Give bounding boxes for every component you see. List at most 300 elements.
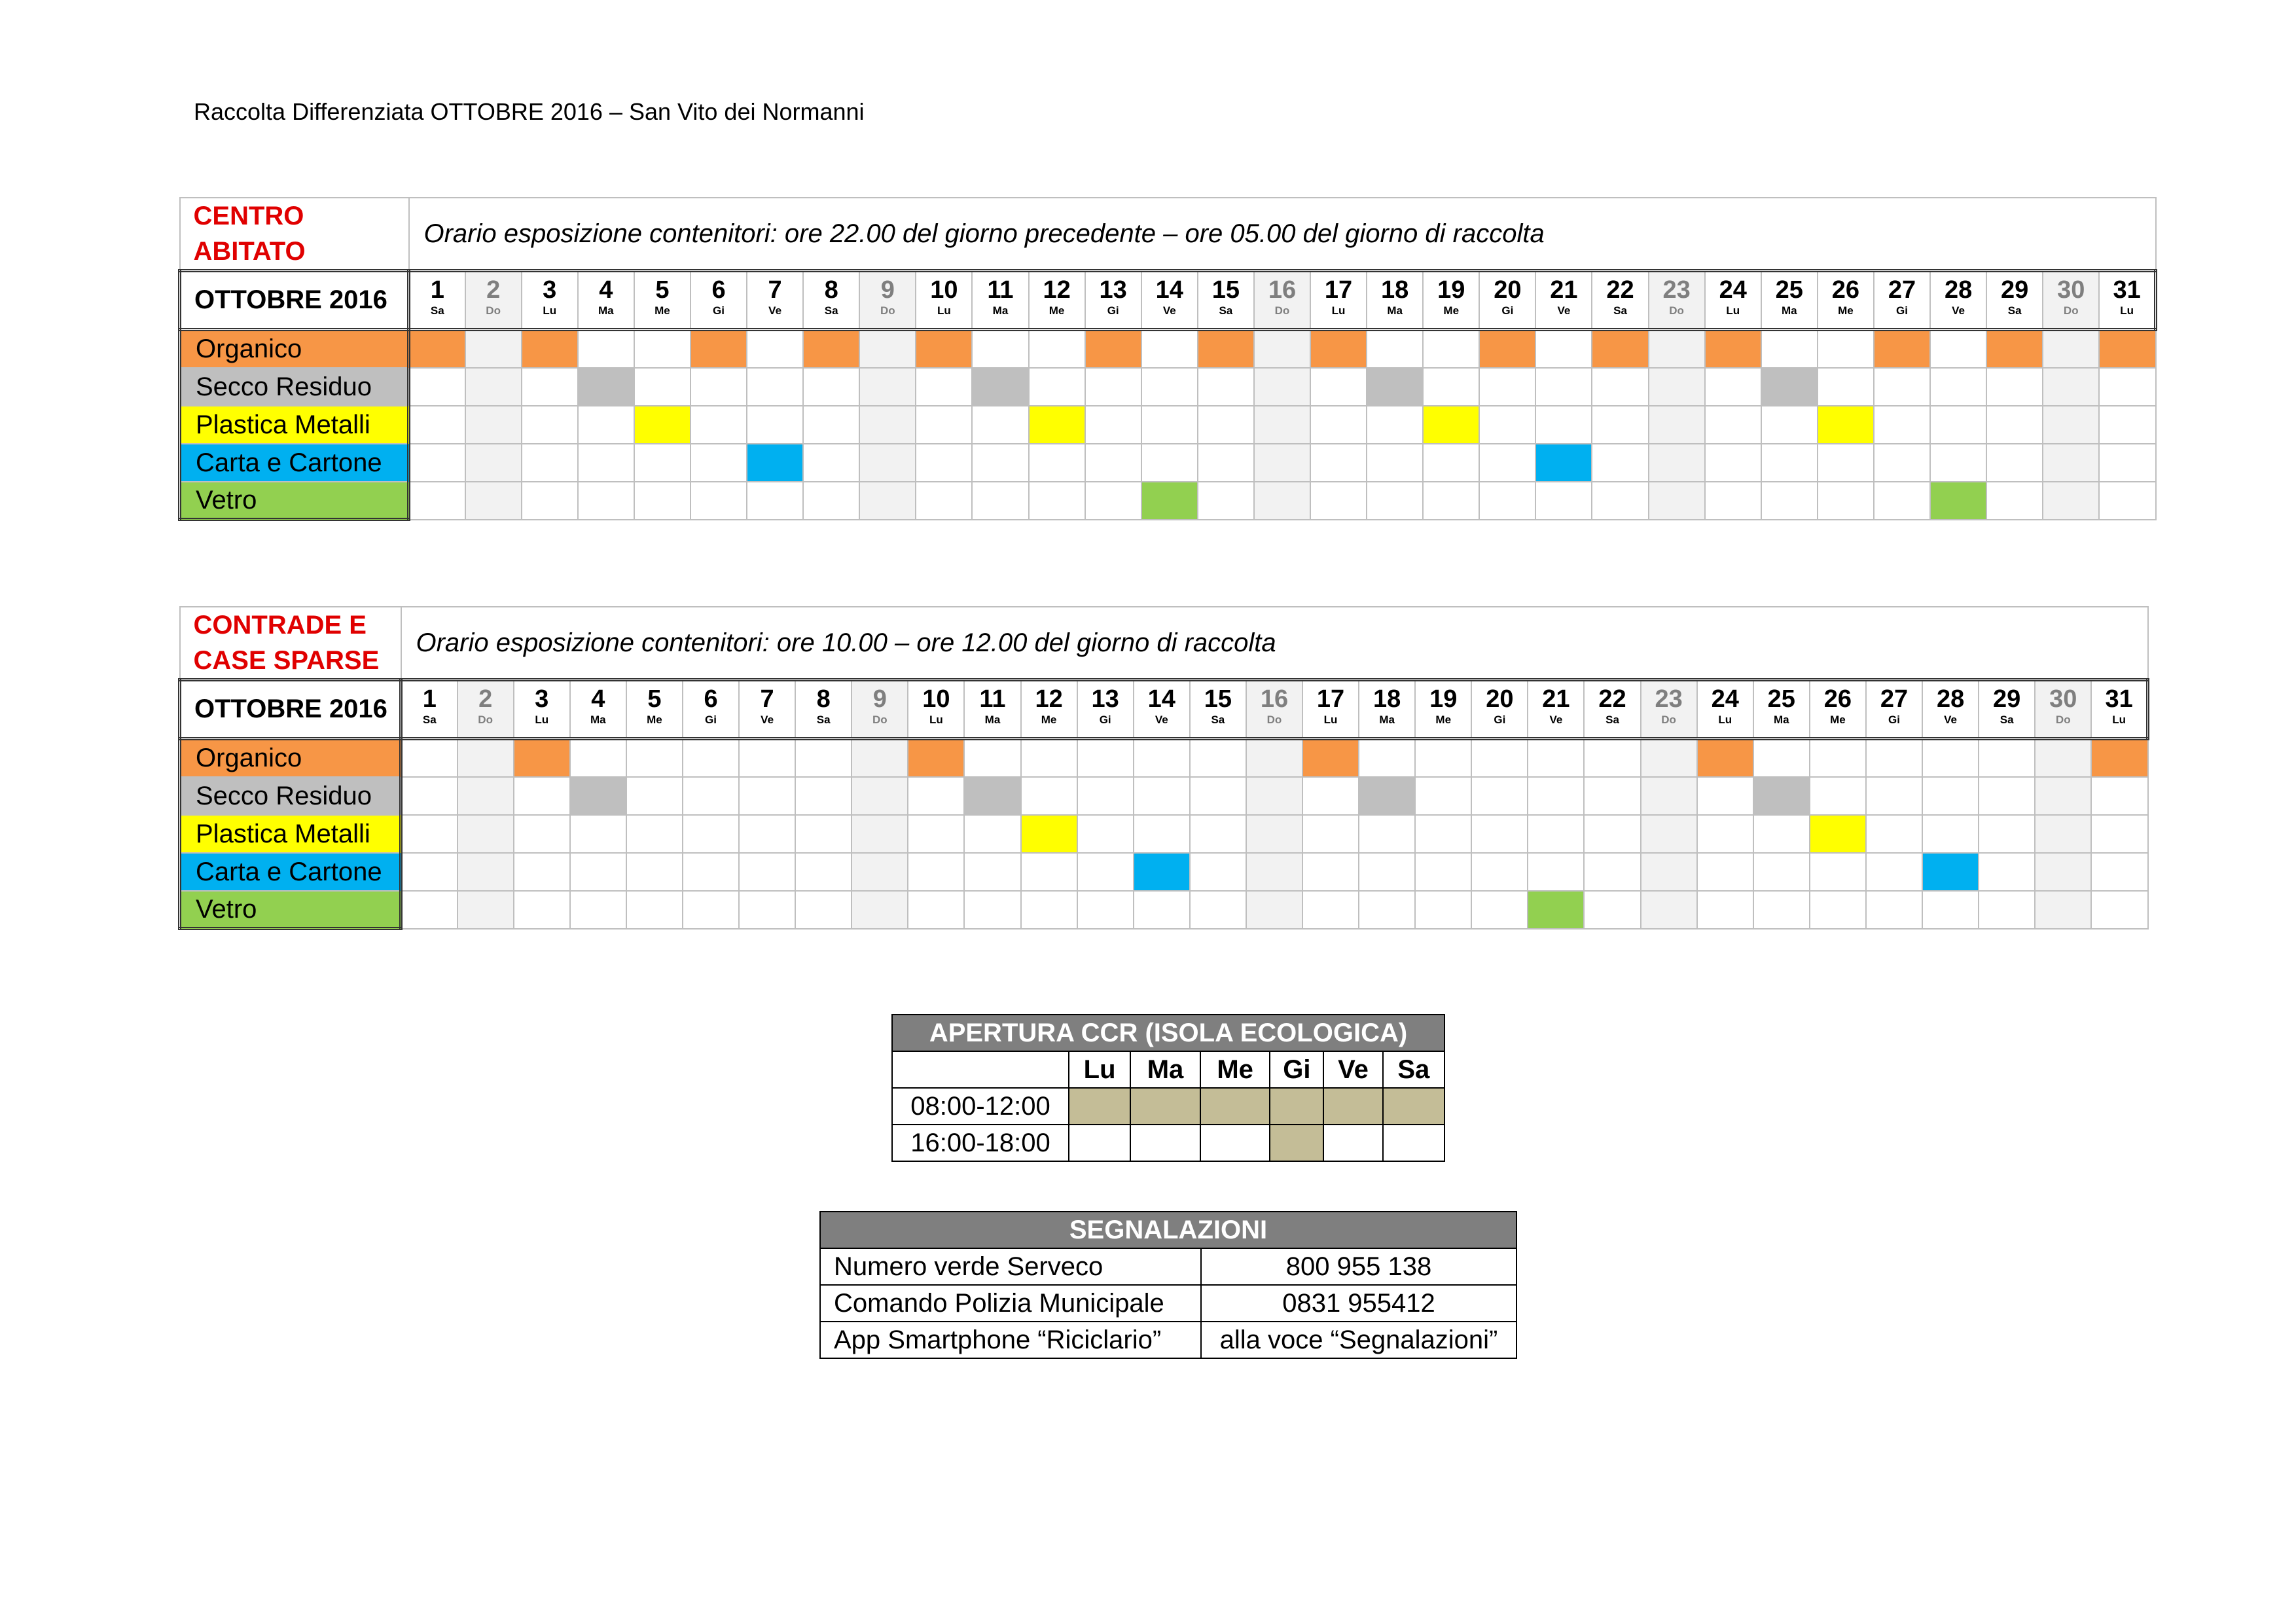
empty-cell [1310, 368, 1367, 406]
day-number: 10 [922, 685, 950, 713]
empty-cell [1697, 815, 1753, 853]
empty-cell [859, 482, 916, 520]
empty-cell [1198, 406, 1254, 444]
day-header [626, 680, 683, 739]
weekday-abbr: Ma [1379, 713, 1395, 726]
empty-cell [1134, 815, 1190, 853]
day-number: 27 [1888, 276, 1916, 304]
ccr-closed-cell [1323, 1125, 1382, 1161]
day-header [514, 680, 570, 739]
day-header [1818, 271, 1874, 330]
empty-cell [1761, 330, 1818, 368]
empty-cell [634, 482, 691, 520]
day-header [1641, 680, 1697, 739]
ccr-day-header: Lu [1069, 1051, 1130, 1088]
empty-cell [2043, 406, 2099, 444]
empty-cell [1085, 368, 1141, 406]
day-header [739, 680, 795, 739]
weekday-abbr: Lu [929, 713, 943, 726]
day-header [1254, 271, 1310, 330]
category-row-plastica [180, 815, 2148, 853]
day-header [1753, 680, 1810, 739]
day-number: 29 [2001, 276, 2029, 304]
empty-cell [1367, 406, 1423, 444]
empty-cell [634, 444, 691, 482]
day-number: 7 [760, 685, 774, 713]
weekday-abbr: Do [872, 713, 888, 726]
empty-cell [908, 777, 964, 815]
weekday-abbr: Sa [2000, 713, 2014, 726]
weekday-abbr: Ve [1549, 713, 1563, 726]
empty-cell [401, 777, 457, 815]
category-label: Organico [180, 739, 401, 777]
ccr-day-header: Gi [1270, 1051, 1323, 1088]
empty-cell [1302, 891, 1359, 929]
category-label: Vetro [180, 482, 409, 520]
empty-cell [1535, 482, 1592, 520]
day-number: 22 [1606, 276, 1634, 304]
empty-cell [1979, 891, 2035, 929]
schedule-header-row [180, 607, 2148, 680]
empty-cell [1246, 891, 1302, 929]
category-row-plastica [180, 406, 2156, 444]
empty-cell [683, 815, 739, 853]
category-row-organico [180, 330, 2156, 368]
empty-cell [964, 891, 1020, 929]
day-number: 11 [987, 276, 1014, 304]
weekday-abbr: Sa [1605, 713, 1619, 726]
weekday-abbr: Gi [713, 304, 725, 317]
empty-cell [522, 368, 578, 406]
collection-day-cell [1528, 891, 1584, 929]
area-label: CONTRADE E CASE SPARSE [180, 607, 401, 680]
empty-cell [1986, 444, 2043, 482]
weekday-abbr: Do [1274, 304, 1290, 317]
empty-cell [2099, 482, 2155, 520]
empty-cell [908, 853, 964, 891]
empty-cell [916, 406, 972, 444]
day-number: 22 [1598, 685, 1626, 713]
empty-cell [1085, 482, 1141, 520]
day-header [691, 271, 747, 330]
collection-day-cell [1592, 330, 1648, 368]
empty-cell [1979, 853, 2035, 891]
empty-cell [739, 777, 795, 815]
empty-cell [1528, 739, 1584, 777]
empty-cell [570, 815, 626, 853]
day-number: 2 [478, 685, 493, 713]
day-header [570, 680, 626, 739]
collection-day-cell [514, 739, 570, 777]
empty-cell [739, 891, 795, 929]
day-header [1866, 680, 1922, 739]
day-number: 15 [1204, 685, 1232, 713]
day-header [916, 271, 972, 330]
day-number: 23 [1662, 276, 1691, 304]
empty-cell [1866, 891, 1922, 929]
empty-cell [1874, 368, 1930, 406]
weekday-abbr: Ve [1162, 304, 1176, 317]
ccr-time-slot: 16:00-18:00 [892, 1125, 1069, 1161]
empty-cell [1198, 368, 1254, 406]
day-header [1198, 271, 1254, 330]
empty-cell [1930, 368, 1986, 406]
empty-cell [1190, 815, 1246, 853]
collection-day-cell [1479, 330, 1535, 368]
empty-cell [409, 482, 465, 520]
day-header [1141, 271, 1198, 330]
day-number: 24 [1719, 276, 1747, 304]
empty-cell [1471, 815, 1528, 853]
segnalazioni-value: 0831 955412 [1201, 1285, 1516, 1322]
empty-cell [401, 739, 457, 777]
day-header [1077, 680, 1134, 739]
empty-cell [1584, 815, 1640, 853]
collection-day-cell [522, 330, 578, 368]
weekday-abbr: Sa [1211, 713, 1225, 726]
collection-day-cell [1367, 368, 1423, 406]
empty-cell [2035, 815, 2091, 853]
day-header [1302, 680, 1359, 739]
weekday-abbr: Gi [1099, 713, 1111, 726]
weekday-abbr: Do [486, 304, 501, 317]
empty-cell [1021, 739, 1077, 777]
empty-cell [1584, 853, 1640, 891]
segnalazioni-row [820, 1322, 1516, 1358]
empty-cell [1649, 368, 1705, 406]
weekday-abbr: Do [880, 304, 895, 317]
ccr-closed-cell [1200, 1125, 1270, 1161]
empty-cell [1077, 739, 1134, 777]
empty-cell [1077, 815, 1134, 853]
ccr-title: APERTURA CCR (ISOLA ECOLOGICA) [892, 1015, 1444, 1051]
empty-cell [522, 482, 578, 520]
empty-cell [1930, 406, 1986, 444]
day-number: 24 [1711, 685, 1739, 713]
empty-cell [1423, 444, 1479, 482]
day-number: 13 [1091, 685, 1119, 713]
ccr-open-cell [1200, 1088, 1270, 1125]
ccr-time-slot: 08:00-12:00 [892, 1088, 1069, 1125]
collection-day-cell [1310, 330, 1367, 368]
day-number: 5 [655, 276, 670, 304]
empty-cell [514, 815, 570, 853]
empty-cell [1302, 853, 1359, 891]
day-header [1584, 680, 1640, 739]
collection-day-cell [1359, 777, 1415, 815]
category-row-organico [180, 739, 2148, 777]
day-number: 17 [1324, 276, 1353, 304]
empty-cell [1254, 368, 1310, 406]
category-label: Vetro [180, 891, 401, 929]
empty-cell [1986, 406, 2043, 444]
empty-cell [570, 891, 626, 929]
empty-cell [1818, 330, 1874, 368]
category-label: Plastica Metalli [180, 406, 409, 444]
weekday-abbr: Lu [1718, 713, 1732, 726]
empty-cell [1190, 777, 1246, 815]
weekday-abbr: Lu [535, 713, 549, 726]
empty-cell [1310, 444, 1367, 482]
weekday-abbr: Me [1838, 304, 1854, 317]
empty-cell [2091, 891, 2147, 929]
empty-cell [852, 891, 908, 929]
ccr-open-cell [1270, 1088, 1323, 1125]
category-row-carta [180, 444, 2156, 482]
collection-day-cell [972, 368, 1028, 406]
category-label: Secco Residuo [180, 777, 401, 815]
day-header [1930, 271, 1986, 330]
day-header [1021, 680, 1077, 739]
empty-cell [465, 482, 522, 520]
day-header [2091, 680, 2147, 739]
empty-cell [514, 853, 570, 891]
empty-cell [522, 406, 578, 444]
month-label: OTTOBRE 2016 [180, 680, 401, 739]
weekday-abbr: Ma [590, 713, 606, 726]
day-number: 1 [422, 685, 437, 713]
empty-cell [691, 482, 747, 520]
empty-cell [1479, 444, 1535, 482]
day-header [795, 680, 852, 739]
ccr-slot-row [892, 1088, 1444, 1125]
empty-cell [1979, 777, 2035, 815]
empty-cell [908, 815, 964, 853]
day-header [1922, 680, 1979, 739]
empty-cell [916, 368, 972, 406]
empty-cell [683, 853, 739, 891]
empty-cell [626, 853, 683, 891]
empty-cell [1866, 777, 1922, 815]
weekday-abbr: Sa [1613, 304, 1627, 317]
empty-cell [1874, 444, 1930, 482]
ccr-title-row [892, 1015, 1444, 1051]
empty-cell [1649, 444, 1705, 482]
collection-day-cell [964, 777, 1020, 815]
empty-cell [465, 444, 522, 482]
empty-cell [1922, 815, 1979, 853]
empty-cell [578, 330, 634, 368]
empty-cell [691, 368, 747, 406]
weekday-abbr: Do [478, 713, 493, 726]
day-header [1415, 680, 1471, 739]
day-number: 19 [1437, 276, 1465, 304]
empty-cell [1141, 444, 1198, 482]
empty-cell [1761, 406, 1818, 444]
empty-cell [1367, 330, 1423, 368]
day-number: 23 [1655, 685, 1683, 713]
weekday-abbr: Sa [422, 713, 437, 726]
ccr-day-header: Sa [1383, 1051, 1444, 1088]
empty-cell [2091, 853, 2147, 891]
empty-cell [972, 406, 1028, 444]
empty-cell [626, 739, 683, 777]
day-number: 29 [1993, 685, 2021, 713]
empty-cell [1649, 330, 1705, 368]
category-row-carta [180, 853, 2148, 891]
day-header [1367, 271, 1423, 330]
category-label: Organico [180, 330, 409, 368]
empty-cell [2035, 777, 2091, 815]
empty-cell [1479, 482, 1535, 520]
day-number: 7 [768, 276, 782, 304]
day-number: 18 [1381, 276, 1409, 304]
day-header [578, 271, 634, 330]
weekday-abbr: Gi [1888, 713, 1900, 726]
collection-day-cell [1705, 330, 1761, 368]
empty-cell [634, 330, 691, 368]
collection-day-cell [747, 444, 803, 482]
empty-cell [916, 444, 972, 482]
day-number: 26 [1823, 685, 1852, 713]
collection-day-cell [1810, 815, 1866, 853]
empty-cell [1986, 368, 2043, 406]
empty-cell [1753, 815, 1810, 853]
collection-day-cell [2099, 330, 2155, 368]
weekday-abbr: Gi [1494, 713, 1506, 726]
ccr-open-cell [1323, 1088, 1382, 1125]
empty-cell [859, 444, 916, 482]
collection-day-cell [803, 330, 859, 368]
day-number: 19 [1429, 685, 1458, 713]
empty-cell [747, 482, 803, 520]
empty-cell [803, 444, 859, 482]
empty-cell [1246, 739, 1302, 777]
ccr-day-header: Ve [1323, 1051, 1382, 1088]
empty-cell [457, 777, 514, 815]
segnalazioni-value: 800 955 138 [1201, 1248, 1516, 1285]
day-number: 9 [872, 685, 887, 713]
ccr-opening-table [891, 1014, 1445, 1162]
empty-cell [1254, 444, 1310, 482]
day-number: 30 [2057, 276, 2085, 304]
empty-cell [1979, 815, 2035, 853]
empty-cell [795, 739, 852, 777]
weekday-abbr: Ma [1781, 304, 1797, 317]
category-label: Carta e Cartone [180, 444, 409, 482]
day-number: 16 [1260, 685, 1289, 713]
weekday-abbr: Me [1443, 304, 1460, 317]
category-label: Secco Residuo [180, 368, 409, 406]
ccr-closed-cell [1069, 1125, 1130, 1161]
day-number: 31 [2113, 276, 2141, 304]
empty-cell [1810, 777, 1866, 815]
empty-cell [570, 739, 626, 777]
day-number: 20 [1494, 276, 1522, 304]
collection-day-cell [1029, 406, 1085, 444]
ccr-day-header: Me [1200, 1051, 1270, 1088]
empty-cell [1986, 482, 2043, 520]
weekday-abbr: Sa [816, 713, 831, 726]
day-number: 11 [979, 685, 1006, 713]
day-number: 12 [1043, 276, 1071, 304]
day-header [634, 271, 691, 330]
weekday-abbr: Lu [1331, 304, 1346, 317]
collection-day-cell [1423, 406, 1479, 444]
empty-cell [859, 330, 916, 368]
empty-cell [972, 330, 1028, 368]
empty-cell [1021, 891, 1077, 929]
day-header [1423, 271, 1479, 330]
empty-cell [1367, 482, 1423, 520]
day-header [972, 271, 1028, 330]
day-header [457, 680, 514, 739]
empty-cell [1753, 891, 1810, 929]
day-number: 2 [486, 276, 501, 304]
empty-cell [1310, 482, 1367, 520]
day-header [1979, 680, 2035, 739]
day-header [2035, 680, 2091, 739]
empty-cell [1592, 406, 1648, 444]
empty-cell [1085, 406, 1141, 444]
empty-cell [1874, 482, 1930, 520]
day-header [852, 680, 908, 739]
day-header [1761, 271, 1818, 330]
empty-cell [1423, 368, 1479, 406]
day-number: 10 [930, 276, 958, 304]
category-row-vetro [180, 891, 2148, 929]
category-label: Plastica Metalli [180, 815, 401, 853]
empty-cell [1415, 815, 1471, 853]
day-header [1705, 271, 1761, 330]
empty-cell [747, 406, 803, 444]
empty-cell [1705, 444, 1761, 482]
empty-cell [803, 482, 859, 520]
day-number: 6 [704, 685, 718, 713]
empty-cell [1979, 739, 2035, 777]
empty-cell [852, 739, 908, 777]
category-row-secco [180, 368, 2156, 406]
weekday-abbr: Lu [1323, 713, 1338, 726]
empty-cell [1246, 853, 1302, 891]
weekday-abbr: Lu [2120, 304, 2134, 317]
empty-cell [747, 368, 803, 406]
weekday-abbr: Me [1435, 713, 1452, 726]
empty-cell [1866, 815, 1922, 853]
empty-cell [1930, 444, 1986, 482]
empty-cell [1359, 853, 1415, 891]
days-row [180, 271, 2156, 330]
empty-cell [852, 777, 908, 815]
day-number: 3 [543, 276, 557, 304]
empty-cell [634, 368, 691, 406]
empty-cell [1190, 891, 1246, 929]
empty-cell [1641, 815, 1697, 853]
empty-cell [1359, 891, 1415, 929]
day-header [401, 680, 457, 739]
empty-cell [1141, 368, 1198, 406]
empty-cell [1584, 739, 1640, 777]
empty-cell [457, 815, 514, 853]
day-number: 16 [1268, 276, 1297, 304]
empty-cell [2035, 739, 2091, 777]
empty-cell [683, 891, 739, 929]
empty-cell [465, 330, 522, 368]
empty-cell [1471, 853, 1528, 891]
weekday-abbr: Gi [1501, 304, 1514, 317]
day-header [1810, 680, 1866, 739]
collection-day-cell [578, 368, 634, 406]
ccr-closed-cell [1130, 1125, 1200, 1161]
empty-cell [964, 815, 1020, 853]
collection-day-cell [409, 330, 465, 368]
collection-day-cell [1922, 853, 1979, 891]
schedule-header-row [180, 198, 2156, 271]
day-header [1479, 271, 1535, 330]
collection-day-cell [1302, 739, 1359, 777]
collection-day-cell [908, 739, 964, 777]
empty-cell [683, 777, 739, 815]
